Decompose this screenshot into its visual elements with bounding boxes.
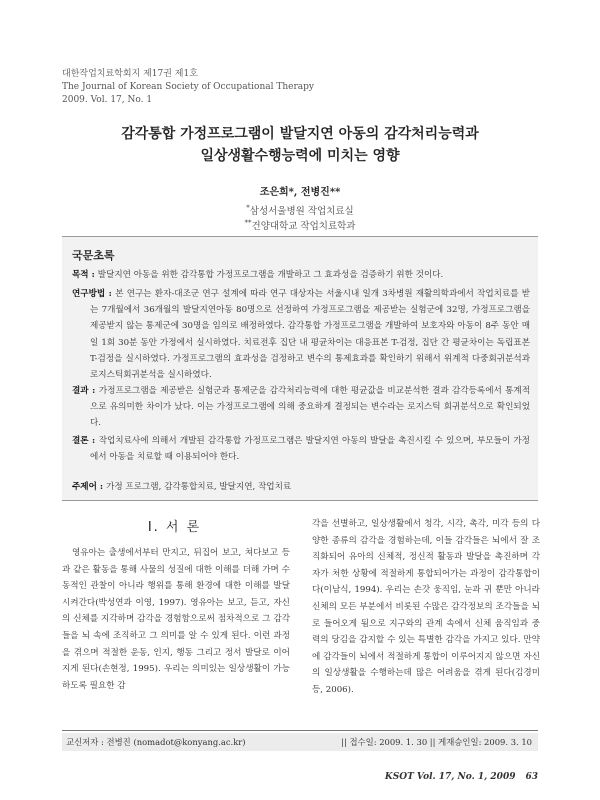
affiliation-1-mark: * — [246, 203, 250, 212]
section-title-introduction: Ⅰ. 서 론 — [147, 520, 202, 535]
abstract-keywords — [72, 480, 291, 492]
paper-title-line-2: 일상생활수행능력에 미치는 영향 — [200, 148, 400, 164]
body-column-left: 영유아는 출생에서부터 만지고, 뒤집어 보고, 쳐다보고 등과 같은 활동을 통해 사물의 성질에 대한 이해를 더해 가며 수동적인 관찰이 아니라 행위를 통해 환경에 대한 이해를 발달시켜간다(박성연과 이영, 1997). 영유아는 보고, 듣고, 자신의 신체를 지각하며 감각을 경험함으로써 점차적으로 그 감각들을 뇌 속에 조직하고 그 의미를 알 수 있게 된다. 이런 과정을 겪으며 적절한 운동, 인지, 행동 그리고 정서 발달로 이어지게 된다(손현정, 1995). 우리는 의미있는 일상생활이 가능하도록 필요한 감 — [62, 548, 290, 691]
journal-volume: 2009. Vol. 17, No. 1 — [62, 95, 153, 105]
journal-header — [62, 68, 314, 107]
submission-dates: || 접수일: 2009. 1. 30 || 게재승인일: 2009. 3. 10 — [341, 737, 532, 747]
abstract-purpose-text: 발달지연 아동을 위한 감각통합 가정프로그램을 개발하고 그 효과성을 검증하기 위한 것이다. — [97, 270, 444, 280]
abstract-conclusion — [72, 433, 530, 465]
abstract-conclusion-text: 작업치료사에 의해서 개발된 감각통합 가정프로그램은 발달지연 아동의 발달을 촉진시킬 수 있으며, 부모들이 가정에서 아동을 치료할 때 이용되어야 한다. — [90, 436, 530, 463]
abstract-method-text: 본 연구는 환자-대조군 연구 설계에 따라 연구 대상자는 서울시내 일개 3차병원 재활의학과에서 작업치료를 받는 7개월에서 36개월의 발달지연아동 80명으로 선정하여 가정프로그램을 제공받는 실험군에 32명, 가정프로그램을 제공받지 않는 통제군에 30명을 임의로 배정하였다. 감각통합 가정프로그램을 개발하여 보호자와 아동이 8주 동안 매일 1회 30분 동안 가정에서 실시하였다. 치료전후 집단 내 평균차이는 대응표본 T-검정, 집단 간 평균차이는 독립표본 T-검정을 실시하였다. 가정프로그램의 효과성을 검정하고 변수의 통제효과를 확인하기 위해서 위계적 다중회귀분석과 로지스틱회귀분석을 실시하였다. — [90, 289, 530, 381]
body-column-right: 각을 선별하고, 일상생활에서 청각, 시각, 촉각, 미각 등의 다양한 종류의 감각을 경험하는데, 이들 감각들은 뇌에서 잘 조직화되어 유아의 신체적, 정신적 활동과 발달을 촉진하며 각자가 처한 상황에 적절하게 통합되어가는 과정이 감각통합이다(이남식, 1994). 우리는 손갓 웅직임, 눈과 귀 뿐만 아니라 신체의 모든 부분에서 비롯된 수많은 감각정보의 조각들을 뇌로 들어오게 됨으로 지구와의 관계 속에서 신체 움직임과 중력의 당김을 감지할 수 있는 특별한 감각을 가지고 있다. 만약에 감각들이 뇌에서 적절하게 통합이 이루어지지 않으면 자신의 일상생활을 수행하는데 많은 어려움을 겪게 된다(김경미 등, 2006). — [312, 519, 540, 695]
paper-title — [0, 123, 600, 167]
abstract-result-text: 가정프로그램을 제공받은 실험군과 통제군을 감각처리능력에 대한 평균값을 비교분석한 결과 감각등록에서 통계적으로 유의미한 차이가 났다. 이는 가정프로그램에 의해 중요하게 결정되는 변수라는 로지스틱 회귀분석으로 확인되었다. — [90, 386, 531, 429]
affiliation-2 — [0, 218, 600, 232]
abstract-result — [72, 383, 530, 432]
page-number: 63 — [525, 772, 538, 782]
footnote-bar — [62, 733, 538, 751]
journal-name-en: The Journal of Korean Society of Occupational Therapy — [62, 82, 315, 92]
affiliation-1 — [0, 203, 600, 217]
footnote-divider — [62, 730, 538, 731]
corresponding-author: 교신저자 : 전병진 (nomadot@konyang.ac.kr) — [66, 737, 246, 747]
abstract-purpose — [72, 267, 530, 283]
paper-title-line-1: 감각통합 가정프로그램이 발달지연 아동의 감각처리능력과 — [121, 126, 479, 142]
affiliation-1-text: 삼성서울병원 작업치료실 — [249, 206, 354, 217]
abstract-conclusion-label: 결론 : — [72, 436, 99, 446]
abstract-method-label: 연구방법 : — [72, 289, 116, 299]
affiliation-2-mark: ** — [244, 218, 252, 227]
keywords-label: 주제어 : — [72, 482, 107, 492]
abstract-heading: 국문초록 — [72, 249, 115, 262]
keywords-text: 가정 프로그램, 감각통합치료, 발달지연, 작업치료 — [106, 482, 292, 492]
footer-journal: KSOT Vol. 17, No. 1, 2009 — [384, 772, 516, 782]
abstract-box — [62, 236, 538, 501]
abstract-method — [72, 286, 530, 383]
page-footer — [385, 772, 538, 782]
abstract-purpose-label: 목적 : — [72, 270, 98, 280]
author-list: 조은희*, 전병진** — [259, 187, 341, 198]
journal-name-kr: 대한작업치료학회지 제17권 제1호 — [62, 69, 198, 79]
affiliation-2-text: 건양대학교 작업치료학과 — [251, 221, 356, 232]
abstract-result-label: 결과 : — [72, 386, 99, 396]
